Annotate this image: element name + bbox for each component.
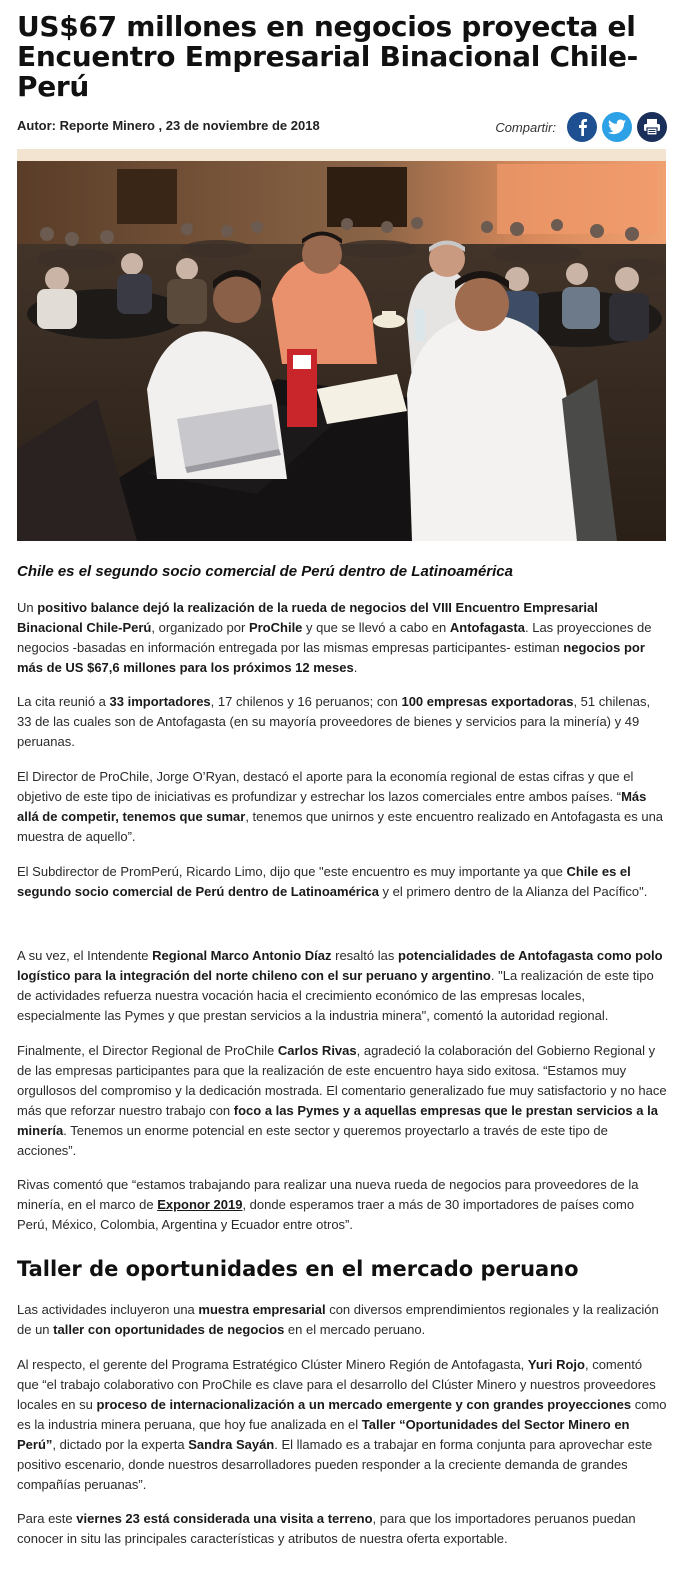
- paragraph-4: El Subdirector de PromPerú, Ricardo Limo, dijo que "este encuentro es muy importante ya que Chile es el segundo socio comercial de Perú dentro de Latinoamérica y el primero dentro de la Alianza del Pacífico".: [17, 864, 648, 899]
- paragraph-5: A su vez, el Intendente Regional Marco Antonio Díaz resaltó las potencialidades de Antofagasta como polo logístico para la integración del norte chileno con el sur peruano y argentino. "La realización de este tipo de actividades refuerza nuestra vocación hacia el crecimiento económico de las empresas locales, especialmente las Pymes y que prestan servicios a la industria minera", comentó la autoridad regional.: [17, 948, 663, 1023]
- facebook-share-button[interactable]: [567, 112, 597, 142]
- print-icon: [643, 118, 661, 136]
- paragraph-3: El Director de ProChile, Jorge O’Ryan, destacó el aporte para la economía regional de estas cifras y que el objetivo de este tipo de iniciativas es profundizar y estrechar los lazos comerciales entre ambos países. “Más allá de competir, tenemos que sumar, tenemos que unirnos y este encuentro realizado en Antofagasta es una muestra de aquello”.: [17, 769, 664, 844]
- paragraph-9: Al respecto, el gerente del Programa Estratégico Clúster Minero Región de Antofagasta, Yuri Rojo, comentó que “el trabajo colaborativo con ProChile es clave para el desarrollo del Clúster Minero y nuestros proveedores locales en su proceso de internacionalización a un mercado emergente y con grandes proyecciones como es la industria minera peruana, que hoy fue analizada en el Taller “Oportunidades del Sector Minero en Perú”, dictado por la experta Sandra Sayán. El llamado es a trabajar en forma conjunta para aprovechar este positivo escenario, donde nuestros desarrolladores pueden responder a la creciente demanda de grandes compañías peruanas”.: [17, 1357, 667, 1492]
- exponor-link[interactable]: Exponor 2019: [157, 1197, 243, 1212]
- share-label: Compartir:: [495, 119, 556, 135]
- paragraph-8: Las actividades incluyeron una muestra empresarial con diversos emprendimientos regionales y la realización de un taller con oportunidades de negocios en el mercado peruano.: [17, 1302, 659, 1337]
- share-bar: [495, 112, 667, 142]
- paragraph-6: Finalmente, el Director Regional de ProChile Carlos Rivas, agradeció la colaboración del Gobierno Regional y de las empresas participantes para que la realización de este encuentro haya sido exitosa. “Estamos muy orgullosos del compromiso y la dedicación mostrada. El comentario generalizado fue muy satisfactorio y no hace más que reforzar nuestro trabajo con foco a las Pymes y a aquellas empresas que le prestan servicios a la minería. Tenemos un enorme potencial en este sector y queremos proyectarlo a través de este tipo de acciones”.: [17, 1043, 667, 1158]
- section-heading: Taller de oportunidades en el mercado peruano: [17, 1257, 579, 1281]
- article-title: US$67 millones en negocios proyecta el Encuentro Empresarial Binacional Chile-Perú: [17, 10, 639, 103]
- paragraph-2: La cita reunió a 33 importadores, 17 chilenos y 16 peruanos; con 100 empresas exportadoras, 51 chilenas, 33 de las cuales son de Antofagasta (en su mayoría proveedores de bienes y servicios para la minería) y 49 peruanas.: [17, 694, 651, 749]
- business-meeting-photo: [17, 149, 666, 541]
- article-photo: [17, 149, 666, 541]
- paragraph-7: Rivas comentó que “estamos trabajando para realizar una nueva rueda de negocios para proveedores de la minería, en el marco de Exponor 2019, donde esperamos traer a más de 30 importadores de países como Perú, México, Colombia, Argentina y Ecuador entre otros”.: [17, 1177, 639, 1232]
- article-subtitle: Chile es el segundo socio comercial de Perú dentro de Latinoamérica: [17, 563, 513, 580]
- print-button[interactable]: [637, 112, 667, 142]
- facebook-icon: [575, 118, 589, 136]
- author-date: Autor: Reporte Minero , 23 de noviembre de 2018: [17, 118, 320, 133]
- paragraph-1: Un positivo balance dejó la realización de la rueda de negocios del VIII Encuentro Empresarial Binacional Chile-Perú, organizado por ProChile y que se llevó a cabo en Antofagasta. Las proyecciones de negocios -basadas en información entregada por las mismas empresas participantes- estiman negocios por más de US $67,6 millones para los próximos 12 meses.: [17, 600, 652, 675]
- paragraph-10: Para este viernes 23 está considerada una visita a terreno, para que los importadores peruanos puedan conocer in situ las principales características y atributos de nuestra oferta exportable.: [17, 1511, 636, 1546]
- article-meta: [17, 112, 667, 142]
- twitter-share-button[interactable]: [602, 112, 632, 142]
- twitter-icon: [608, 119, 626, 135]
